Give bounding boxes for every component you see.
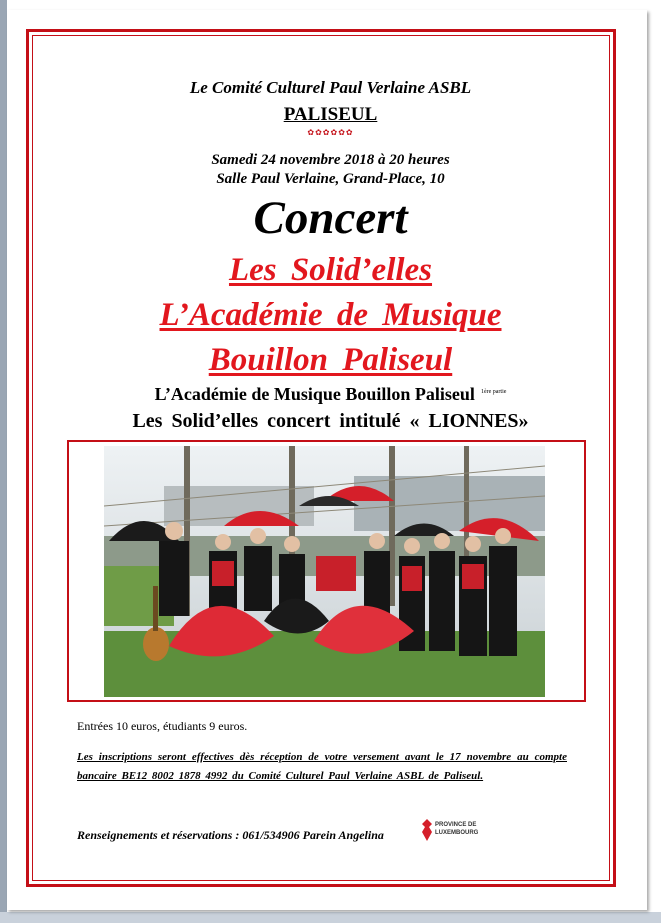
town-name: PALISEUL <box>283 104 378 125</box>
group-photo <box>104 446 545 697</box>
performer-bouillon-paliseul: Bouillon Paliseul <box>208 342 453 378</box>
logo-line-1: PROVINCE DE <box>435 822 477 828</box>
window-edge-left <box>0 0 7 923</box>
entry-fees: Entrées 10 euros, étudiants 9 euros. <box>77 719 248 733</box>
program-first-part-label: L’Académie de Musique Bouillon Paliseul <box>154 384 475 404</box>
event-date: Samedi 24 novembre 2018 à 20 heures <box>211 152 450 168</box>
program-first-part <box>0 384 661 405</box>
province-luxembourg-logo <box>421 818 481 844</box>
logo-line-2: LUXEMBOURG <box>435 830 479 836</box>
first-part-note: 1ère partie <box>480 389 507 395</box>
window-edge-bottom <box>0 912 661 923</box>
program-second-part: Les Solid’elles concert intitulé « LIONNES» <box>132 410 529 432</box>
organization-name: Le Comité Culturel Paul Verlaine ASBL <box>189 78 472 97</box>
event-title: Concert <box>253 192 408 244</box>
performer-academie: L’Académie de Musique <box>159 297 502 333</box>
contact-info: Renseignements et réservations : 061/534906 Parein Angelina <box>77 828 384 842</box>
registration-notice: Les inscriptions seront effectives dès réception de votre versement avant le 17 novembre au compte bancaire BE12 8002 1878 4992 du Comité Culturel Paul Verlaine ASBL de Paliseul. <box>77 751 567 782</box>
performer-solidelles: Les Solid’elles <box>228 252 433 288</box>
ornament-divider: ✿✿✿✿✿✿ <box>307 128 354 137</box>
event-venue: Salle Paul Verlaine, Grand-Place, 10 <box>216 171 445 187</box>
province-crest-icon <box>421 818 433 842</box>
